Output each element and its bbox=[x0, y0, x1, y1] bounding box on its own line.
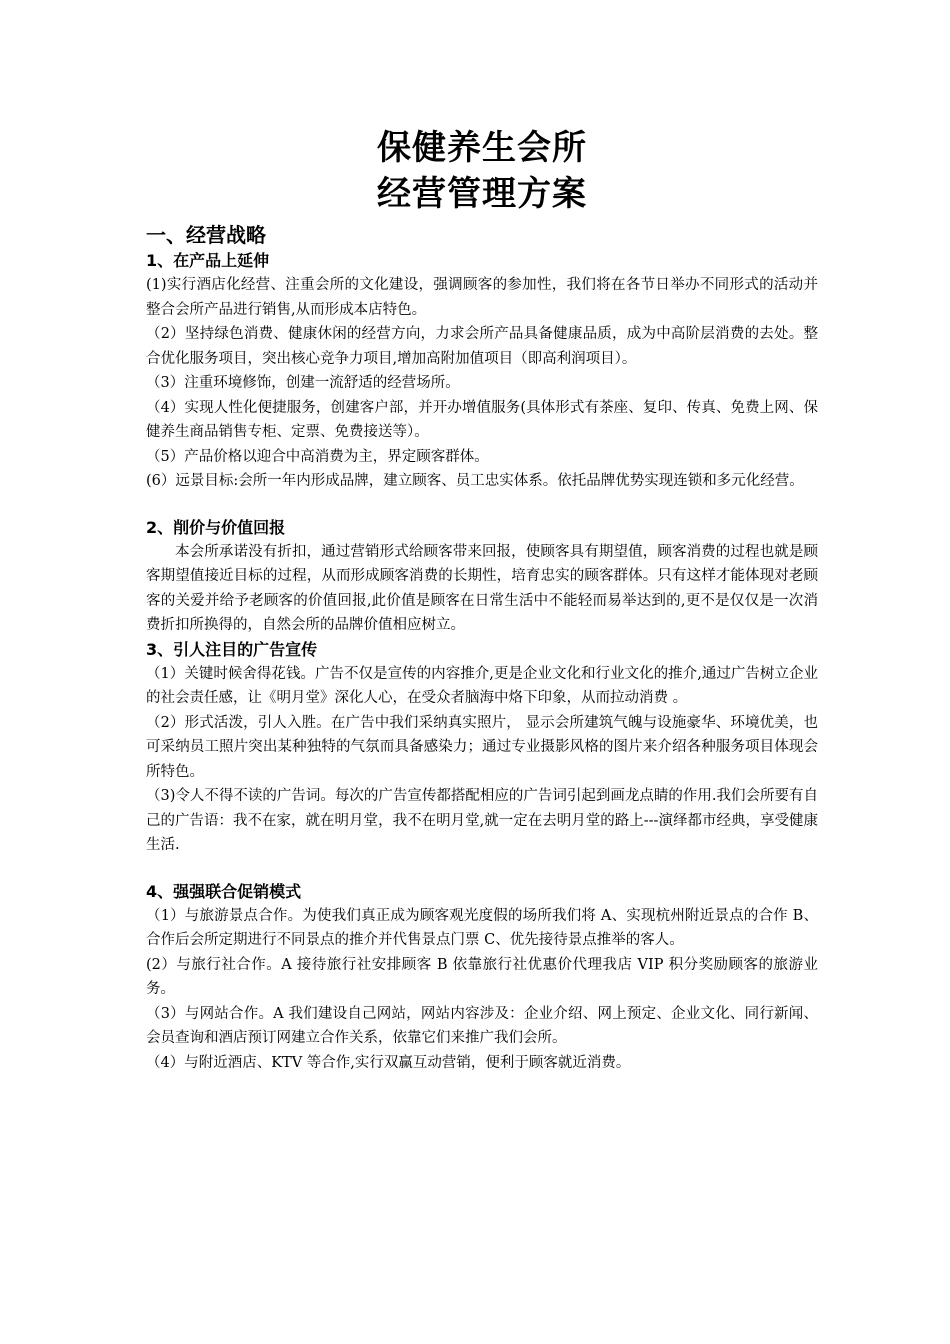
subsection-heading-advertising: 3、引人注目的广告宣传 bbox=[146, 639, 318, 659]
paragraph-product-5: （5）产品价格以迎合中高消费为主，界定顾客群体。 bbox=[146, 448, 489, 465]
document-page bbox=[146, 125, 818, 1075]
paragraph-alliance-4: （4）与附近酒店、KTV 等合作,实行双赢互动营销，便利于顾客就近消费。 bbox=[146, 1054, 631, 1071]
document-title-line1: 保健养生会所 bbox=[377, 128, 587, 168]
paragraph-spacer bbox=[146, 494, 818, 516]
paragraph-advertising-3: （3)令人不得不读的广告词。每次的广告宣传都搭配相应的广告词引起到画龙点睛的作用.我们会所要有自己的广告语：我不在家，就在明月堂，我不在明月堂,就一定在去明月堂的路上---演绎都市经典，享受健康生活. bbox=[146, 788, 818, 853]
subsection-heading-value: 2、削价与价值回报 bbox=[146, 517, 286, 537]
section-heading-strategy: 一、经营战略 bbox=[146, 223, 266, 247]
paragraph-advertising-2: （2）形式活泼，引人入胜。在广告中我们采纳真实照片， 显示会所建筑气魄与设施豪华、环境优美，也可采纳员工照片突出某种独特的气氛而具备感染力；通过专业摄影风格的图片来介绍各种服务项目体现会所特色。 bbox=[146, 714, 818, 780]
paragraph-product-1: (1)实行酒店化经营、注重会所的文化建设，强调顾客的参加性，我们将在各节日举办不同形式的活动并整合会所产品进行销售,从而形成本店特色。 bbox=[146, 277, 818, 318]
subsection-heading-alliance: 4、强强联合促销模式 bbox=[146, 881, 302, 901]
paragraph-value: 本会所承诺没有折扣，通过营销形式给顾客带来回报，使顾客具有期望值，顾客消费的过程也就是顾客期望值接近目标的过程，从而形成顾客消费的长期性，培育忠实的顾客群体。只有这样才能体现对老顾客的关爱并给予老顾客的价值回报,此价值是顾客在日常生活中不能轻而易举达到的,更不是仅仅是一次消费折扣所换得的，自然会所的品牌价值相应树立。 bbox=[146, 543, 818, 633]
paragraph-product-3: （3）注重环境修饰，创建一流舒适的经营场所。 bbox=[146, 375, 460, 391]
paragraph-product-2: （2）坚持绿色消费、健康休闲的经营方向，力求会所产品具备健康品质，成为中高阶层消费的去处。整合优化服务项目，突出核心竞争力项目,增加高附加值项目（即高利润项目）。 bbox=[146, 326, 818, 367]
paragraph-alliance-1: （1）与旅游景点合作。为使我们真正成为顾客观光度假的场所我们将 A、实现杭州附近景点的合作 B、合作后会所定期进行不同景点的推介并代售景点门票 C、优先接待景点推举的客人。 bbox=[146, 907, 818, 948]
paragraph-product-6: (6）远景目标:会所一年内形成品牌，建立顾客、员工忠实体系。依托品牌优势实现连锁和多元化经营。 bbox=[146, 473, 804, 489]
subsection-heading-product: 1、在产品上延伸 bbox=[146, 251, 270, 270]
document-title-line2: 经营管理方案 bbox=[377, 174, 587, 214]
paragraph-alliance-3: （3）与网站合作。A 我们建设自己网站，网站内容涉及：企业介绍、网上预定、企业文化、同行新闻、会员查询和酒店预订网建立合作关系，依靠它们来推广我们会所。 bbox=[146, 1005, 818, 1046]
paragraph-spacer bbox=[146, 858, 818, 880]
paragraph-product-4: （4）实现人性化便捷服务，创建客户部，并开办增值服务(具体形式有茶座、复印、传真、免费上网、保健养生商品销售专柜、定票、免费接送等）。 bbox=[146, 399, 818, 440]
paragraph-alliance-2: (2）与旅行社合作。A 接待旅行社安排顾客 B 依靠旅行社优惠价代理我店 VIP 积分奖励顾客的旅游业务。 bbox=[146, 956, 818, 997]
paragraph-advertising-1: （1）关键时候舍得花钱。广告不仅是宣传的内容推介,更是企业文化和行业文化的推介,通过广告树立企业的社会责任感，让《明月堂》深化人心，在受众者脑海中烙下印象，从而拉动消费 。 bbox=[146, 665, 818, 706]
